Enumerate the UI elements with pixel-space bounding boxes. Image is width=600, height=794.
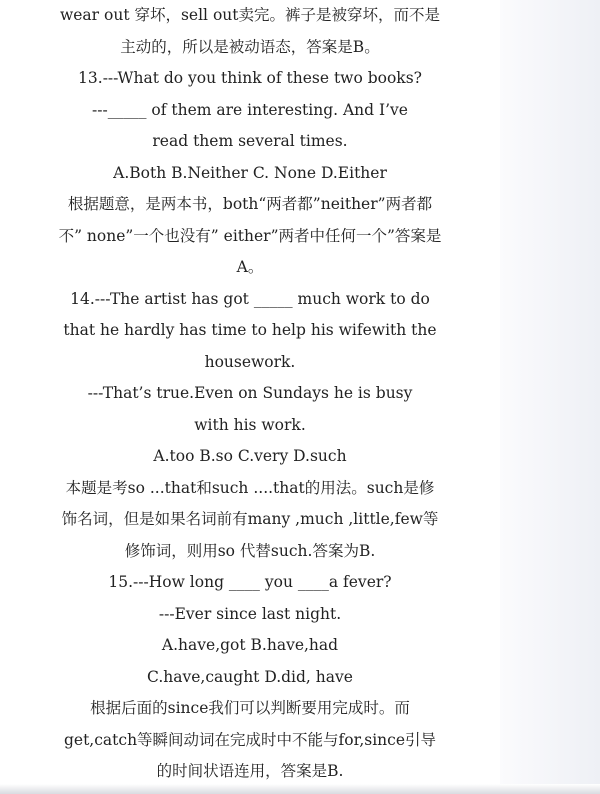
text-line: 主动的，所以是被动语态，答案是B。 [120,37,380,56]
text-line: 根据题意，是两本书，both“两者都”neither”两者都 [67,195,433,213]
text-line: with his work. [194,415,306,434]
page-side-shadow [500,0,600,794]
options-line: A.have,got B.have,had [161,636,339,654]
question-15-line: 15.---How long ____ you ____a fever? [108,573,392,591]
text-line: read them several times. [152,132,348,150]
text-line: ---Ever since last night. [158,604,342,623]
text-line: wear out 穿坏，sell out卖完。裤子是被穿坏，而不是 [59,6,440,24]
text-line: 不” none”一个也没有” either”两者中任何一个”答案是 [58,226,442,245]
document-text [14,0,486,788]
text-line: ---_____ of them are interesting. And I’ve [92,100,408,119]
text-line: 的时间状语连用，答案是B. [156,762,344,780]
text-line: 根据后面的since我们可以判断要用完成时。而 [90,699,410,717]
options-line: C.have,caught D.did, have [147,667,353,686]
text-line: 饰名词，但是如果名词前有many ,much ,little,few等 [61,510,439,528]
options-line: A.Both B.Neither C. None D.Either [113,163,387,182]
text-line: get,catch等瞬间动词在完成时中不能与for,since引导 [63,730,437,749]
text-line: that he hardly has time to help his wifewith the [63,321,437,339]
text-line: ---That’s true.Even on Sundays he is busy [87,384,413,402]
options-line: A.too B.so C.very D.such [153,447,347,465]
text-line: 修饰词，则用so 代替such.答案为B. [124,541,376,560]
text-line: A。 [236,258,264,276]
text-line: 本题是考so ...that和such ....that的用法。such是修 [65,478,435,497]
text-line: housework. [204,352,296,371]
page-bottom-edge [0,784,600,794]
question-14-line: 14.---The artist has got _____ much work to do [70,289,430,308]
question-13-line: 13.---What do you think of these two books? [78,69,422,87]
